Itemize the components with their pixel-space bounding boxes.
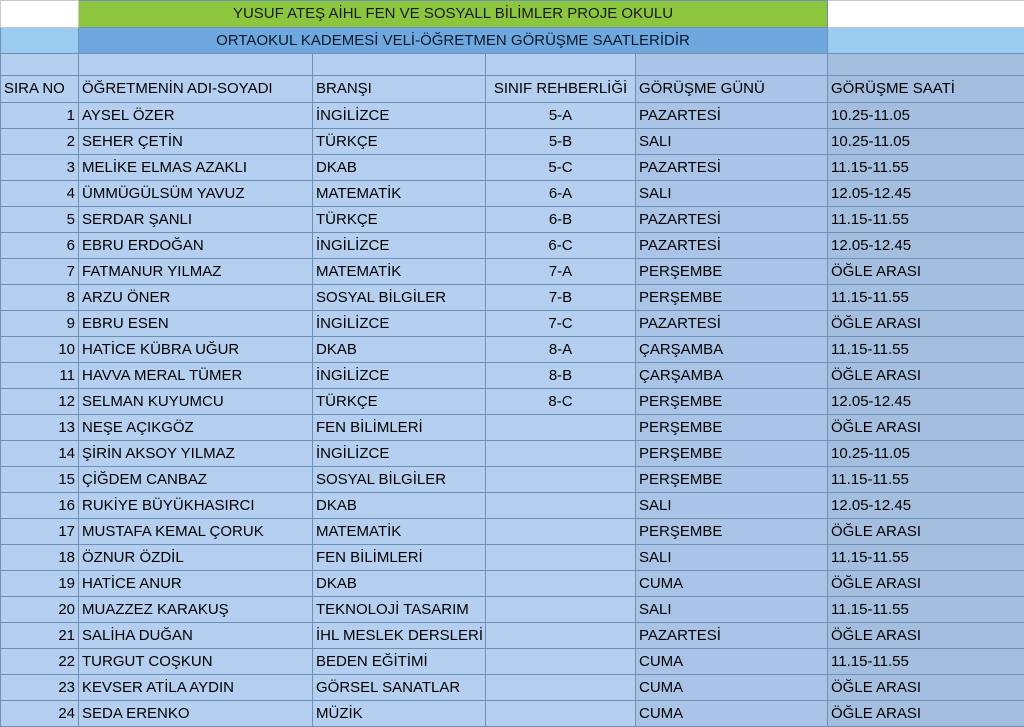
day-cell[interactable]: CUMA <box>636 701 828 727</box>
table-row <box>1 207 1024 233</box>
time-cell[interactable]: 11.15-11.55 <box>828 545 1024 571</box>
day-cell[interactable]: SALI <box>636 493 828 519</box>
class-cell[interactable]: 7-B <box>486 285 636 311</box>
table-row <box>1 467 1024 493</box>
cell[interactable] <box>828 28 1024 54</box>
teacher-name-cell[interactable]: AYSEL ÖZER <box>79 103 313 129</box>
class-cell[interactable]: 5-A <box>486 103 636 129</box>
table-row <box>1 675 1024 701</box>
day-cell[interactable]: ÇARŞAMBA <box>636 337 828 363</box>
time-cell[interactable]: ÖĞLE ARASI <box>828 363 1024 389</box>
teacher-name-cell[interactable]: MUAZZEZ KARAKUŞ <box>79 597 313 623</box>
class-cell[interactable]: 6-B <box>486 207 636 233</box>
branch-cell[interactable]: FEN BİLİMLERİ <box>313 545 486 571</box>
day-cell[interactable]: SALI <box>636 545 828 571</box>
class-cell[interactable] <box>486 571 636 597</box>
class-cell[interactable]: 5-C <box>486 155 636 181</box>
branch-cell[interactable]: DKAB <box>313 571 486 597</box>
table-row <box>1 259 1024 285</box>
cell[interactable] <box>486 54 636 76</box>
table-subtitle[interactable]: ORTAOKUL KADEMESİ VELİ-ÖĞRETMEN GÖRÜŞME SAATLERİDİR <box>79 28 828 54</box>
day-cell[interactable]: PAZARTESİ <box>636 623 828 649</box>
cell[interactable] <box>828 54 1024 76</box>
branch-cell[interactable]: FEN BİLİMLERİ <box>313 415 486 441</box>
teacher-name-cell[interactable]: HATİCE KÜBRA UĞUR <box>79 337 313 363</box>
row-number-cell[interactable]: 23 <box>1 675 79 701</box>
row-number-cell[interactable]: 14 <box>1 441 79 467</box>
row-number-cell[interactable]: 21 <box>1 623 79 649</box>
branch-cell[interactable]: İHL MESLEK DERSLERİ <box>313 623 486 649</box>
row-number-cell[interactable]: 16 <box>1 493 79 519</box>
branch-cell[interactable]: TÜRKÇE <box>313 389 486 415</box>
branch-cell[interactable]: DKAB <box>313 337 486 363</box>
teacher-name-cell[interactable]: NEŞE AÇIKGÖZ <box>79 415 313 441</box>
class-cell[interactable]: 7-C <box>486 311 636 337</box>
day-cell[interactable]: PERŞEMBE <box>636 467 828 493</box>
branch-cell[interactable]: İNGİLİZCE <box>313 233 486 259</box>
row-number-cell[interactable]: 2 <box>1 129 79 155</box>
teacher-name-cell[interactable]: ARZU ÖNER <box>79 285 313 311</box>
row-number-cell[interactable]: 13 <box>1 415 79 441</box>
time-cell[interactable]: ÖĞLE ARASI <box>828 415 1024 441</box>
table-row <box>1 597 1024 623</box>
row-number-cell[interactable]: 20 <box>1 597 79 623</box>
class-cell[interactable]: 6-A <box>486 181 636 207</box>
table-row <box>1 389 1024 415</box>
time-cell[interactable]: 11.15-11.55 <box>828 467 1024 493</box>
row-number-cell[interactable]: 1 <box>1 103 79 129</box>
table-row <box>1 649 1024 675</box>
day-cell[interactable]: PERŞEMBE <box>636 389 828 415</box>
table-row <box>1 181 1024 207</box>
teacher-name-cell[interactable]: ŞİRİN AKSOY YILMAZ <box>79 441 313 467</box>
class-cell[interactable] <box>486 415 636 441</box>
branch-cell[interactable]: İNGİLİZCE <box>313 103 486 129</box>
day-cell[interactable]: SALI <box>636 181 828 207</box>
day-cell[interactable]: PERŞEMBE <box>636 259 828 285</box>
teacher-name-cell[interactable]: ÖZNUR ÖZDİL <box>79 545 313 571</box>
time-cell[interactable]: 10.25-11.05 <box>828 441 1024 467</box>
teacher-name-cell[interactable]: ÜMMÜGÜLSÜM YAVUZ <box>79 181 313 207</box>
teacher-name-cell[interactable]: SELMAN KUYUMCU <box>79 389 313 415</box>
teacher-name-cell[interactable]: HATİCE ANUR <box>79 571 313 597</box>
teacher-name-cell[interactable]: TURGUT COŞKUN <box>79 649 313 675</box>
table-row <box>1 155 1024 181</box>
teacher-name-cell[interactable]: SERDAR ŞANLI <box>79 207 313 233</box>
teacher-name-cell[interactable]: HAVVA MERAL TÜMER <box>79 363 313 389</box>
class-cell[interactable] <box>486 623 636 649</box>
branch-cell[interactable]: TÜRKÇE <box>313 207 486 233</box>
time-cell[interactable]: 11.15-11.55 <box>828 597 1024 623</box>
teacher-name-cell[interactable]: SEHER ÇETİN <box>79 129 313 155</box>
teacher-name-cell[interactable]: EBRU ESEN <box>79 311 313 337</box>
table-row <box>1 545 1024 571</box>
day-cell[interactable]: SALI <box>636 129 828 155</box>
cell[interactable] <box>1 1 79 28</box>
teacher-name-cell[interactable]: SALİHA DUĞAN <box>79 623 313 649</box>
day-cell[interactable]: PERŞEMBE <box>636 415 828 441</box>
branch-cell[interactable]: MATEMATİK <box>313 519 486 545</box>
cell[interactable] <box>79 54 313 76</box>
branch-cell[interactable]: MATEMATİK <box>313 181 486 207</box>
class-cell[interactable] <box>486 597 636 623</box>
row-number-cell[interactable]: 24 <box>1 701 79 727</box>
time-cell[interactable]: ÖĞLE ARASI <box>828 701 1024 727</box>
row-number-cell[interactable]: 18 <box>1 545 79 571</box>
table-row <box>1 337 1024 363</box>
header-name[interactable]: ÖĞRETMENİN ADI-SOYADI <box>79 76 313 103</box>
branch-cell[interactable]: İNGİLİZCE <box>313 363 486 389</box>
time-cell[interactable]: 11.15-11.55 <box>828 285 1024 311</box>
teacher-name-cell[interactable]: SEDA ERENKO <box>79 701 313 727</box>
branch-cell[interactable]: SOSYAL BİLGİLER <box>313 467 486 493</box>
branch-cell[interactable]: DKAB <box>313 493 486 519</box>
time-cell[interactable]: 12.05-12.45 <box>828 493 1024 519</box>
row-number-cell[interactable]: 8 <box>1 285 79 311</box>
time-cell[interactable]: 12.05-12.45 <box>828 389 1024 415</box>
table-row <box>1 129 1024 155</box>
cell[interactable] <box>636 54 828 76</box>
branch-cell[interactable]: İNGİLİZCE <box>313 311 486 337</box>
school-title[interactable]: YUSUF ATEŞ AİHL FEN VE SOSYALL BİLİMLER PROJE OKULU <box>79 1 828 28</box>
cell[interactable] <box>313 54 486 76</box>
branch-cell[interactable]: İNGİLİZCE <box>313 441 486 467</box>
day-cell[interactable]: SALI <box>636 597 828 623</box>
class-cell[interactable]: 6-C <box>486 233 636 259</box>
row-number-cell[interactable]: 5 <box>1 207 79 233</box>
header-day[interactable]: GÖRÜŞME GÜNÜ <box>636 76 828 103</box>
class-cell[interactable]: 7-A <box>486 259 636 285</box>
time-cell[interactable]: 11.15-11.55 <box>828 207 1024 233</box>
day-cell[interactable]: CUMA <box>636 571 828 597</box>
class-cell[interactable] <box>486 701 636 727</box>
cell[interactable] <box>1 54 79 76</box>
title-row <box>1 1 1024 28</box>
day-cell[interactable]: PAZARTESİ <box>636 207 828 233</box>
teacher-name-cell[interactable]: ÇİĞDEM CANBAZ <box>79 467 313 493</box>
table-row <box>1 233 1024 259</box>
time-cell[interactable]: 11.15-11.55 <box>828 337 1024 363</box>
time-cell[interactable]: 10.25-11.05 <box>828 129 1024 155</box>
day-cell[interactable]: PERŞEMBE <box>636 519 828 545</box>
row-number-cell[interactable]: 4 <box>1 181 79 207</box>
cell[interactable] <box>828 1 1024 28</box>
class-cell[interactable] <box>486 493 636 519</box>
class-cell[interactable] <box>486 545 636 571</box>
table-row <box>1 701 1024 727</box>
teacher-name-cell[interactable]: FATMANUR YILMAZ <box>79 259 313 285</box>
day-cell[interactable]: PAZARTESİ <box>636 311 828 337</box>
table-row <box>1 103 1024 129</box>
row-number-cell[interactable]: 17 <box>1 519 79 545</box>
time-cell[interactable]: ÖĞLE ARASI <box>828 623 1024 649</box>
branch-cell[interactable]: GÖRSEL SANATLAR <box>313 675 486 701</box>
table-row <box>1 311 1024 337</box>
day-cell[interactable]: PAZARTESİ <box>636 103 828 129</box>
table-row <box>1 285 1024 311</box>
table-row <box>1 441 1024 467</box>
subtitle-row <box>1 28 1024 54</box>
branch-cell[interactable]: MÜZİK <box>313 701 486 727</box>
day-cell[interactable]: PAZARTESİ <box>636 233 828 259</box>
table-row <box>1 493 1024 519</box>
day-cell[interactable]: PAZARTESİ <box>636 155 828 181</box>
teacher-name-cell[interactable]: RUKİYE BÜYÜKHASIRCI <box>79 493 313 519</box>
branch-cell[interactable]: DKAB <box>313 155 486 181</box>
header-branch[interactable]: BRANŞI <box>313 76 486 103</box>
row-number-cell[interactable]: 15 <box>1 467 79 493</box>
table-row <box>1 571 1024 597</box>
class-cell[interactable] <box>486 467 636 493</box>
row-number-cell[interactable]: 19 <box>1 571 79 597</box>
class-cell[interactable]: 8-C <box>486 389 636 415</box>
day-cell[interactable]: CUMA <box>636 675 828 701</box>
table-row <box>1 519 1024 545</box>
time-cell[interactable]: 10.25-11.05 <box>828 103 1024 129</box>
row-number-cell[interactable]: 12 <box>1 389 79 415</box>
time-cell[interactable]: ÖĞLE ARASI <box>828 311 1024 337</box>
class-cell[interactable]: 8-B <box>486 363 636 389</box>
class-cell[interactable]: 5-B <box>486 129 636 155</box>
row-number-cell[interactable]: 10 <box>1 337 79 363</box>
time-cell[interactable]: 11.15-11.55 <box>828 155 1024 181</box>
branch-cell[interactable]: MATEMATİK <box>313 259 486 285</box>
row-number-cell[interactable]: 6 <box>1 233 79 259</box>
day-cell[interactable]: PERŞEMBE <box>636 441 828 467</box>
row-number-cell[interactable]: 3 <box>1 155 79 181</box>
branch-cell[interactable]: TÜRKÇE <box>313 129 486 155</box>
teacher-name-cell[interactable]: EBRU ERDOĞAN <box>79 233 313 259</box>
cell[interactable] <box>1 28 79 54</box>
header-no[interactable]: SIRA NO <box>1 76 79 103</box>
blank-row <box>1 54 1024 76</box>
time-cell[interactable]: 12.05-12.45 <box>828 233 1024 259</box>
class-cell[interactable] <box>486 441 636 467</box>
time-cell[interactable]: ÖĞLE ARASI <box>828 675 1024 701</box>
row-number-cell[interactable]: 9 <box>1 311 79 337</box>
row-number-cell[interactable]: 7 <box>1 259 79 285</box>
class-cell[interactable]: 8-A <box>486 337 636 363</box>
teacher-name-cell[interactable]: MELİKE ELMAS AZAKLI <box>79 155 313 181</box>
day-cell[interactable]: ÇARŞAMBA <box>636 363 828 389</box>
class-cell[interactable] <box>486 649 636 675</box>
time-cell[interactable]: ÖĞLE ARASI <box>828 571 1024 597</box>
row-number-cell[interactable]: 22 <box>1 649 79 675</box>
time-cell[interactable]: 11.15-11.55 <box>828 649 1024 675</box>
time-cell[interactable]: ÖĞLE ARASI <box>828 519 1024 545</box>
time-cell[interactable]: 12.05-12.45 <box>828 181 1024 207</box>
branch-cell[interactable]: SOSYAL BİLGİLER <box>313 285 486 311</box>
teacher-name-cell[interactable]: KEVSER ATİLA AYDIN <box>79 675 313 701</box>
header-row <box>1 76 1024 103</box>
class-cell[interactable] <box>486 519 636 545</box>
header-class[interactable]: SINIF REHBERLİĞİ <box>486 76 636 103</box>
time-cell[interactable]: ÖĞLE ARASI <box>828 259 1024 285</box>
day-cell[interactable]: CUMA <box>636 649 828 675</box>
row-number-cell[interactable]: 11 <box>1 363 79 389</box>
branch-cell[interactable]: TEKNOLOJİ TASARIM <box>313 597 486 623</box>
day-cell[interactable]: PERŞEMBE <box>636 285 828 311</box>
table-row <box>1 363 1024 389</box>
branch-cell[interactable]: BEDEN EĞİTİMİ <box>313 649 486 675</box>
teacher-name-cell[interactable]: MUSTAFA KEMAL ÇORUK <box>79 519 313 545</box>
header-time[interactable]: GÖRÜŞME SAATİ <box>828 76 1024 103</box>
table-row <box>1 623 1024 649</box>
table-row <box>1 415 1024 441</box>
class-cell[interactable] <box>486 675 636 701</box>
